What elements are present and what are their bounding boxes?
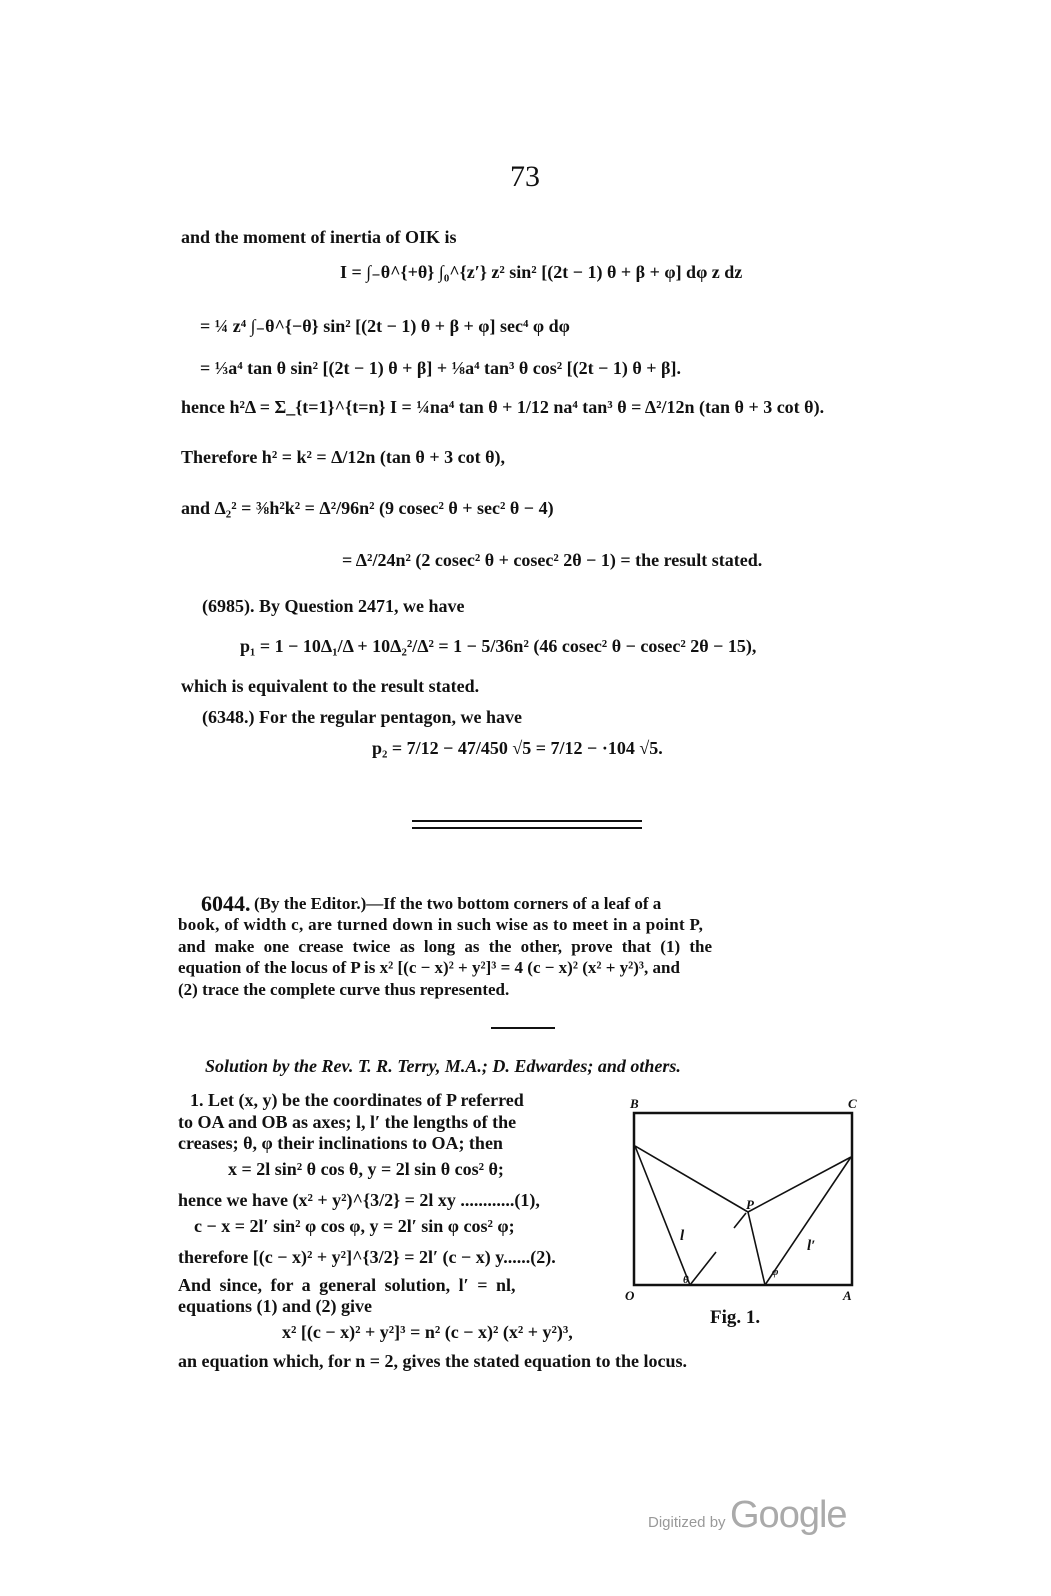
solution-line: therefore [(c − x)² + y²]^{3/2} = 2l′ (c − x) y......(2). [178, 1247, 556, 1267]
fold-edge-right [748, 1157, 851, 1212]
equation: I = ∫₋θ^{+θ} ∫₀^{z′} z² sin² [(2t − 1) θ + β + φ] dφ z dz [340, 262, 743, 282]
crease-l [635, 1146, 690, 1285]
double-rule-bottom [412, 827, 642, 829]
watermark-prefix: Digitized by [648, 1514, 726, 1531]
solution-line: equations (1) and (2) give [178, 1296, 373, 1316]
question-line: equation of the locus of P is x² [(c − x)² + y²]³ = 4 (c − x)² (x² + y²)³, and [178, 958, 680, 977]
text-line: (6348.) For the regular pentagon, we have [202, 707, 522, 727]
text-line: and the moment of inertia of OIK is [181, 227, 457, 247]
construction-line [734, 1213, 746, 1228]
label-b: B [630, 1096, 639, 1111]
solution-line: c − x = 2l′ sin² φ cos φ, y = 2l′ sin φ cos² φ; [194, 1216, 515, 1236]
equation: x² [(c − x)² + y²]³ = n² (c − x)² (x² + y²)³, [282, 1322, 573, 1342]
question-number: 6044. [201, 891, 251, 916]
short-rule [491, 1027, 555, 1029]
fold-edge-left [635, 1146, 748, 1212]
label-l-prime: l′ [807, 1238, 816, 1254]
figure-diagram [620, 1092, 865, 1302]
page-number: 73 [510, 160, 540, 193]
question-line: book, of width c, are turned down in such wise as to meet in a point P, [178, 915, 704, 934]
leaf-rectangle [634, 1113, 852, 1285]
question-line: (2) trace the complete curve thus represented. [178, 980, 510, 999]
equation: and Δ₂² = ⅜h²k² = Δ²/96n² (9 cosec² θ + sec² θ − 4) [181, 498, 554, 518]
equation: p₂ = 7/12 − 47/450 √5 = 7/12 − ·104 √5. [372, 738, 663, 758]
google-logo: Google [730, 1494, 847, 1536]
solution-heading: Solution by the Rev. T. R. Terry, M.A.; D. Edwardes; and others. [205, 1056, 681, 1076]
question-line: (By the Editor.)—If the two bottom corners of a leaf of a [254, 894, 662, 913]
solution-line: creases; θ, φ their inclinations to OA; then [178, 1133, 503, 1153]
question-line: and make one crease twice as long as the other, prove that (1) the [178, 937, 713, 956]
label-a: A [843, 1288, 852, 1302]
solution-line: And since, for a general solution, l′ = nl, [178, 1275, 516, 1295]
text-line: (6985). By Question 2471, we have [202, 596, 465, 616]
google-watermark [648, 1494, 847, 1537]
label-phi: φ [772, 1266, 779, 1278]
label-theta: θ [683, 1274, 689, 1286]
double-rule-top [412, 820, 642, 822]
equation: Therefore h² = k² = Δ/12n (tan θ + 3 cot θ), [181, 447, 505, 467]
label-o: O [625, 1288, 635, 1302]
equation: p₁ = 1 − 10Δ₁/Δ + 10Δ₂²/Δ² = 1 − 5/36n² (46 cosec² θ − cosec² 2θ − 15), [240, 636, 757, 656]
equation: = ⅓a⁴ tan θ sin² [(2t − 1) θ + β] + ⅛a⁴ tan³ θ cos² [(2t − 1) θ + β]. [200, 358, 682, 378]
equation: = ¼ z⁴ ∫₋θ^{−θ} sin² [(2t − 1) θ + β + φ] sec⁴ φ dφ [200, 316, 570, 336]
label-l: l [680, 1228, 685, 1244]
label-c: C [848, 1096, 857, 1111]
figure-caption: Fig. 1. [710, 1307, 761, 1328]
solution-line: x = 2l sin² θ cos θ, y = 2l sin θ cos² θ; [228, 1159, 504, 1179]
equation: = Δ²/24n² (2 cosec² θ + cosec² 2θ − 1) = the result stated. [342, 550, 763, 570]
fold-edge-lower [748, 1212, 765, 1285]
solution-line: hence we have (x² + y²)^{3/2} = 2l xy ............(1), [178, 1190, 540, 1210]
solution-line: an equation which, for n = 2, gives the stated equation to the locus. [178, 1351, 687, 1371]
label-p: P [746, 1197, 754, 1212]
text-line: which is equivalent to the result stated. [181, 676, 480, 696]
equation: hence h²Δ = Σ_{t=1}^{t=n} I = ¼na⁴ tan θ + 1/12 na⁴ tan³ θ = Δ²/12n (tan θ + 3 cot θ). [181, 397, 825, 417]
solution-line: 1. Let (x, y) be the coordinates of P referred [190, 1090, 524, 1110]
solution-line: to OA and OB as axes; l, l′ the lengths of the [178, 1112, 517, 1132]
construction-line [690, 1252, 716, 1285]
